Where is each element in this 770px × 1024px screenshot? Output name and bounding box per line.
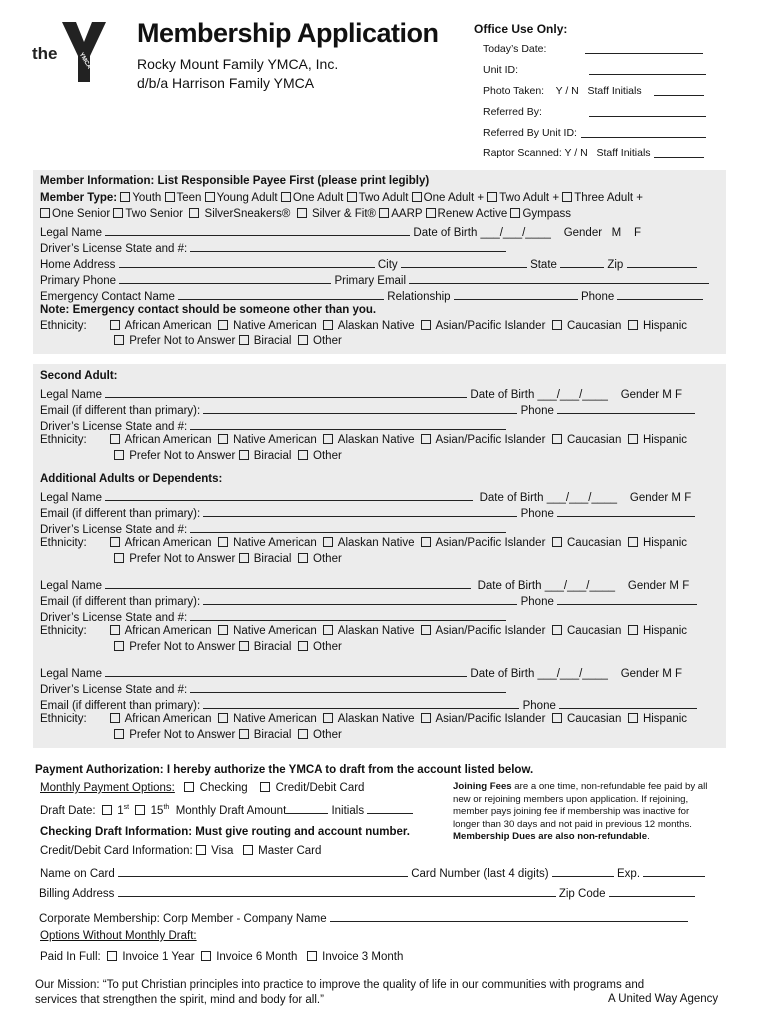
raptor-staff-label: Staff Initials: [596, 147, 651, 159]
checkbox[interactable]: [189, 208, 199, 218]
options-without-draft: Options Without Monthly Draft:: [40, 930, 197, 942]
checkbox[interactable]: [218, 434, 228, 444]
checkbox[interactable]: [239, 335, 249, 345]
dep1-license-row: Driver’s License State and #:: [40, 521, 506, 536]
dep1-phone-field[interactable]: [557, 505, 695, 517]
primary-email-label: Primary Email: [334, 275, 407, 287]
dep1-email-field[interactable]: [203, 505, 517, 517]
checkbox[interactable]: [298, 729, 308, 739]
second-ethnicity-row: Ethnicity: African American Native American Alaskan Native Asian/Pacific Islander Caucasian Hispanic: [40, 434, 688, 446]
second-adult-heading: Second Adult:: [40, 370, 118, 382]
referred-unit-field[interactable]: [581, 126, 706, 138]
checkbox[interactable]: [205, 192, 215, 202]
state-label: State: [530, 259, 557, 271]
card-number-field[interactable]: [552, 865, 614, 877]
checkbox[interactable]: [552, 434, 562, 444]
checkbox[interactable]: [114, 729, 124, 739]
checkbox[interactable]: [165, 192, 175, 202]
dep2-license-row: Driver’s License State and #:: [40, 609, 506, 624]
checkbox[interactable]: [323, 537, 333, 547]
dep3-dob-field[interactable]: ___/___/____: [537, 668, 608, 680]
dep1-ethnicity-row-2: Prefer Not to Answer Biracial Other: [114, 553, 342, 565]
checkbox[interactable]: [628, 625, 638, 635]
checkbox[interactable]: [552, 625, 562, 635]
second-legal-name-row: [40, 386, 682, 401]
second-email-row: [40, 402, 695, 417]
member-license-row: [40, 240, 506, 255]
home-address-field[interactable]: [119, 256, 375, 268]
checkbox[interactable]: [323, 320, 333, 330]
type-silversneakers[interactable]: SilverSneakers®: [186, 208, 290, 220]
dep1-legal-name-row: [40, 489, 691, 504]
home-address-label: Home Address: [40, 259, 116, 271]
dep2-legal-name-field[interactable]: [105, 577, 471, 589]
member-emergency-row: [40, 288, 703, 303]
second-gender[interactable]: Gender M F: [620, 389, 683, 401]
zip-field[interactable]: [627, 256, 697, 268]
dep2-gender[interactable]: Gender M F: [627, 580, 690, 592]
checkbox[interactable]: [239, 729, 249, 739]
checkbox[interactable]: [421, 537, 431, 547]
dep3-phone-field[interactable]: [559, 697, 697, 709]
member-legal-name-row: [40, 224, 641, 239]
draft-15th-checkbox[interactable]: [135, 805, 145, 815]
second-dob-field[interactable]: ___/___/____: [537, 389, 608, 401]
logo-the-text: the: [32, 44, 58, 63]
dep2-license-field[interactable]: [190, 609, 506, 621]
checkbox[interactable]: [298, 335, 308, 345]
checkbox[interactable]: [487, 192, 497, 202]
primary-email-field[interactable]: [409, 272, 709, 284]
checkbox[interactable]: [239, 641, 249, 651]
type-one-senior[interactable]: One Senior: [40, 208, 110, 220]
city-field[interactable]: [401, 256, 527, 268]
checkbox[interactable]: [628, 434, 638, 444]
dep1-legal-name-label: Legal Name: [40, 492, 103, 504]
type-young-adult[interactable]: Young Adult: [205, 192, 278, 204]
type-silver-fit[interactable]: Silver & Fit®: [294, 208, 376, 220]
dob-field[interactable]: ___/___/____: [480, 227, 551, 239]
dep1-ethnicity-row: Ethnicity: African American Native American Alaskan Native Asian/Pacific Islander Caucasian Hispanic: [40, 537, 688, 549]
photo-staff-label: Staff Initials: [587, 85, 642, 97]
unit-id-field[interactable]: [589, 63, 706, 75]
legal-name-field[interactable]: [105, 224, 410, 236]
dep3-ethnicity-row-2: Prefer Not to Answer Biracial Other: [114, 729, 342, 741]
todays-date-label: Today’s Date:: [483, 43, 547, 55]
checkbox[interactable]: [552, 537, 562, 547]
second-license-label: Driver’s License State and #:: [40, 421, 188, 433]
checkbox[interactable]: [114, 335, 124, 345]
logo-ymca-text: YMCA: [77, 51, 92, 71]
photo-staff-field[interactable]: [654, 84, 704, 96]
checkbox[interactable]: [323, 713, 333, 723]
office-use-title: Office Use Only:: [474, 22, 568, 36]
photo-taken-label: Photo Taken:: [483, 85, 545, 97]
second-phone-label: Phone: [520, 405, 554, 417]
corporate-row: Corporate Membership: Corp Member - Company Name: [39, 910, 688, 925]
checkbox[interactable]: [239, 553, 249, 563]
checkbox[interactable]: [239, 450, 249, 460]
checkbox[interactable]: [110, 713, 120, 723]
org-dba: d/b/a Harrison Family YMCA: [137, 75, 315, 91]
dep2-legal-name-row: Legal Name Date of Birth ___/___/____ Gender M F: [40, 577, 689, 592]
checkbox[interactable]: [114, 553, 124, 563]
type-gympass[interactable]: Gympass: [510, 208, 571, 220]
credit-debit-checkbox[interactable]: [260, 782, 270, 792]
checkbox[interactable]: [323, 625, 333, 635]
card-info-row: Credit/Debit Card Information: Visa Master Card: [40, 845, 322, 857]
checkbox[interactable]: [218, 320, 228, 330]
billing-address-field[interactable]: [118, 885, 556, 897]
joining-fees-note: Joining Fees are a one time, non-refundable fee paid by all new or rejoining members upon application. If rejoining, member pays joining fee if membership was inactive for longer than 30 days and not paid in previous 12 months. Membership Dues are also non-refundable.: [453, 781, 708, 843]
org-name: Rocky Mount Family YMCA, Inc.: [137, 56, 339, 72]
primary-phone-label: Primary Phone: [40, 275, 117, 287]
relationship-field[interactable]: [454, 288, 578, 300]
zip-label: Zip: [607, 259, 624, 271]
monthly-options-label: Monthly Payment Options:: [40, 782, 175, 794]
gender-m[interactable]: M: [611, 227, 622, 239]
gender-f[interactable]: F: [634, 227, 642, 239]
dep2-dob-field[interactable]: ___/___/____: [544, 580, 616, 592]
type-aarp[interactable]: AARP: [379, 208, 422, 220]
legal-name-label: Legal Name: [40, 227, 103, 239]
checkbox[interactable]: [297, 208, 307, 218]
relationship-label: Relationship: [387, 291, 451, 303]
emergency-phone-field[interactable]: [617, 288, 703, 300]
dep1-gender[interactable]: Gender M F: [629, 492, 692, 504]
second-phone-field[interactable]: [557, 402, 695, 414]
checkbox[interactable]: [281, 192, 291, 202]
billing-row: Billing Address Zip Code: [39, 885, 695, 900]
state-field[interactable]: [560, 256, 604, 268]
ymca-logo: [30, 18, 110, 88]
checkbox[interactable]: [114, 641, 124, 651]
type-renew-active[interactable]: Renew Active: [426, 208, 508, 220]
dep3-gender[interactable]: Gender M F: [620, 668, 683, 680]
dep2-email-field[interactable]: [203, 593, 517, 605]
checkbox[interactable]: [552, 713, 562, 723]
draft-1st-checkbox[interactable]: [102, 805, 112, 815]
second-legal-name-label: Legal Name: [40, 389, 103, 401]
type-one-adult[interactable]: One Adult: [281, 192, 344, 204]
type-one-adult-plus[interactable]: One Adult +: [412, 192, 484, 204]
payment-heading: Payment Authorization: I hereby authorize the YMCA to draft from the account listed below.: [35, 764, 534, 776]
checkbox[interactable]: [113, 208, 123, 218]
emergency-phone-label: Phone: [580, 291, 615, 303]
type-two-adult[interactable]: Two Adult: [347, 192, 409, 204]
photo-taken-yn[interactable]: Y / N: [555, 85, 579, 97]
exp-field[interactable]: [643, 865, 705, 877]
dep1-legal-name-field[interactable]: [105, 489, 473, 501]
checkbox[interactable]: [218, 625, 228, 635]
mastercard-checkbox[interactable]: [243, 845, 253, 855]
second-license-row: [40, 418, 506, 433]
dep1-dob-field[interactable]: ___/___/____: [546, 492, 618, 504]
checkbox[interactable]: [218, 537, 228, 547]
dep1-license-field[interactable]: [190, 521, 506, 533]
second-legal-name-field[interactable]: [105, 386, 467, 398]
member-type-label: Member Type:: [40, 192, 118, 204]
second-email-field[interactable]: [203, 402, 517, 414]
checkbox[interactable]: [379, 208, 389, 218]
checkbox[interactable]: [110, 537, 120, 547]
member-address-row: [40, 256, 697, 271]
type-two-adult-plus[interactable]: Two Adult +: [487, 192, 559, 204]
company-name-field[interactable]: [330, 910, 688, 922]
checkbox[interactable]: [40, 208, 50, 218]
city-label: City: [377, 259, 398, 271]
checkbox[interactable]: [510, 208, 520, 218]
monthly-amount-field[interactable]: [286, 802, 328, 814]
checkbox[interactable]: [110, 434, 120, 444]
second-license-field[interactable]: [190, 418, 506, 430]
emergency-field[interactable]: [178, 288, 384, 300]
type-three-adult-plus[interactable]: Three Adult +: [562, 192, 643, 204]
dep3-email-field[interactable]: [203, 697, 519, 709]
dep1-dob-label: Date of Birth: [479, 492, 544, 504]
license-label: Driver’s License State and #:: [40, 243, 188, 255]
checkbox[interactable]: [412, 192, 422, 202]
name-on-card-field[interactable]: [118, 865, 408, 877]
checkbox[interactable]: [562, 192, 572, 202]
type-youth[interactable]: Youth: [120, 192, 161, 204]
invoice-6-month-checkbox[interactable]: [201, 951, 211, 961]
referred-unit-label: Referred By Unit ID:: [483, 127, 577, 139]
dep3-legal-name-field[interactable]: [105, 665, 467, 677]
checkbox[interactable]: [628, 537, 638, 547]
checkbox[interactable]: [421, 713, 431, 723]
ymca-y-icon: [60, 20, 108, 84]
checkbox[interactable]: [298, 641, 308, 651]
raptor-staff-field[interactable]: [654, 146, 704, 158]
checkbox[interactable]: [120, 192, 130, 202]
second-ethnicity-row-2: Prefer Not to Answer Biracial Other: [114, 450, 342, 462]
initials-field[interactable]: [367, 802, 413, 814]
dep2-email-row: Email (if different than primary): Phone: [40, 593, 697, 608]
dep1-email-row: Email (if different than primary): Phone: [40, 505, 695, 520]
license-field[interactable]: [190, 240, 506, 252]
checkbox[interactable]: [323, 434, 333, 444]
emergency-label: Emergency Contact Name: [40, 291, 175, 303]
mission-line-1: Our Mission: “To put Christian principles into practice to improve the quality of life in our communities with programs and: [35, 979, 645, 991]
dep3-license-field[interactable]: [190, 681, 506, 693]
second-dob-label: Date of Birth: [470, 389, 535, 401]
dep2-ethnicity-row: Ethnicity: African American Native American Alaskan Native Asian/Pacific Islander Caucasian Hispanic: [40, 625, 688, 637]
dep3-email-row: Email (if different than primary): Phone: [40, 697, 697, 712]
checkbox[interactable]: [426, 208, 436, 218]
monthly-options-row: Monthly Payment Options: Checking Credit/Debit Card: [40, 782, 365, 794]
raptor-label: Raptor Scanned: Y / N: [483, 147, 588, 159]
todays-date-row: [483, 43, 546, 55]
member-type-row: [40, 192, 643, 204]
ethnicity-row-2: Prefer Not to Answer Biracial Other: [114, 335, 342, 347]
gender-label: Gender: [563, 227, 603, 239]
checkbox[interactable]: [628, 713, 638, 723]
dob-label: Date of Birth: [413, 227, 478, 239]
invoice-1-year-checkbox[interactable]: [107, 951, 117, 961]
form-title: Membership Application: [137, 18, 439, 48]
additional-heading: Additional Adults or Dependents:: [40, 473, 223, 485]
type-two-senior[interactable]: Two Senior: [113, 208, 183, 220]
checkbox[interactable]: [110, 320, 120, 330]
type-teen[interactable]: Teen: [165, 192, 202, 204]
ethnicity-row: Ethnicity: African American Native American Alaskan Native Asian/Pacific Islander Caucasian Hispanic: [40, 320, 688, 332]
checkbox[interactable]: [298, 553, 308, 563]
member-type-row-2: [40, 208, 571, 220]
checkbox[interactable]: [421, 320, 431, 330]
united-way-agency: A United Way Agency: [608, 993, 719, 1005]
checkbox[interactable]: [421, 625, 431, 635]
dep2-phone-field[interactable]: [557, 593, 697, 605]
paid-in-full-row: Paid In Full: Invoice 1 Year Invoice 6 Month Invoice 3 Month: [40, 951, 404, 963]
referred-by-field[interactable]: [589, 105, 706, 117]
draft-date-row: Draft Date: 1st 15th Monthly Draft Amount Initials: [40, 802, 413, 817]
billing-zip-field[interactable]: [609, 885, 695, 897]
checkbox[interactable]: [628, 320, 638, 330]
checkbox[interactable]: [218, 713, 228, 723]
name-on-card-row: Name on Card Card Number (last 4 digits) Exp.: [40, 865, 705, 880]
dep2-ethnicity-row-2: Prefer Not to Answer Biracial Other: [114, 641, 342, 653]
checkbox[interactable]: [114, 450, 124, 460]
unit-id-label: Unit ID:: [483, 64, 519, 76]
checking-checkbox[interactable]: [184, 782, 194, 792]
checkbox[interactable]: [110, 625, 120, 635]
member-phone-row: [40, 272, 709, 287]
checkbox[interactable]: [421, 434, 431, 444]
dep3-license-row: Driver’s License State and #:: [40, 681, 506, 696]
referred-by-label: Referred By:: [483, 106, 542, 118]
checking-info: Checking Draft Information: Must give routing and account number.: [40, 826, 410, 838]
second-email-label: Email (if different than primary):: [40, 405, 201, 417]
visa-checkbox[interactable]: [196, 845, 206, 855]
invoice-3-month-checkbox[interactable]: [307, 951, 317, 961]
checkbox[interactable]: [347, 192, 357, 202]
emergency-note: Note: Emergency contact should be someone other than you.: [40, 304, 377, 316]
dep3-legal-name-row: Legal Name Date of Birth ___/___/____ Gender M F: [40, 665, 682, 680]
todays-date-field[interactable]: [585, 42, 703, 54]
ethnicity-label: Ethnicity:: [40, 320, 87, 332]
checkbox[interactable]: [552, 320, 562, 330]
dep3-ethnicity-row: Ethnicity: African American Native American Alaskan Native Asian/Pacific Islander Caucasian Hispanic: [40, 713, 688, 725]
checkbox[interactable]: [298, 450, 308, 460]
member-heading: Member Information: List Responsible Payee First (please print legibly): [40, 175, 430, 187]
primary-phone-field[interactable]: [119, 272, 331, 284]
mission-line-2: services that strengthen the spirit, mind and body for all.”: [35, 994, 324, 1006]
